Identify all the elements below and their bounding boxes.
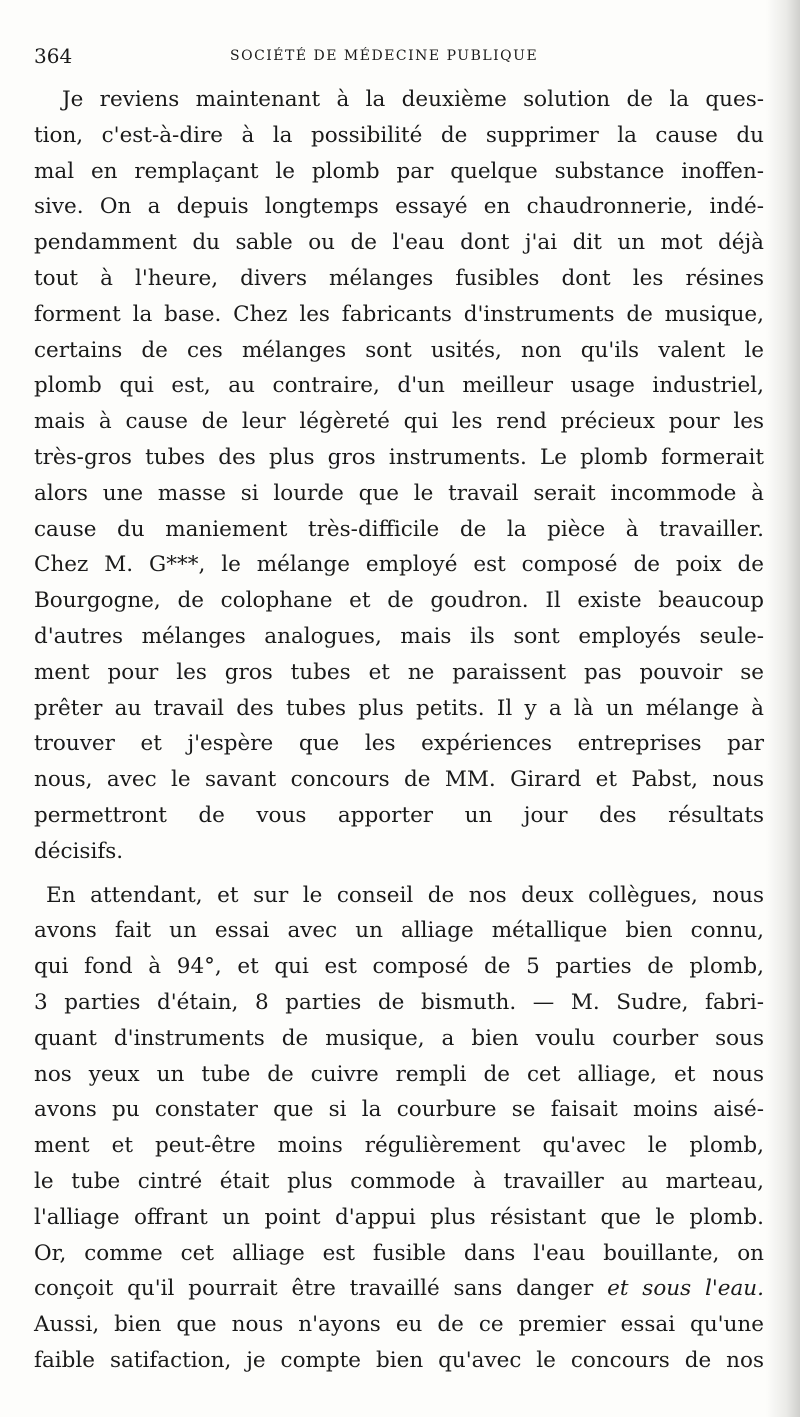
text-line: tion, c'est-à-dire à la possibilité de supprimer la cause du bbox=[34, 122, 764, 148]
text-line: trouver et j'espère que les expériences entreprises par bbox=[34, 731, 764, 757]
text-line: Je reviens maintenant à la deuxième solution de la ques- bbox=[62, 87, 764, 112]
text-line: avons pu constater que si la courbure se faisait moins aisé- bbox=[34, 1097, 764, 1123]
body-text bbox=[34, 82, 764, 1379]
text-line: nos yeux un tube de cuivre rempli de cet alliage, et nous bbox=[34, 1061, 764, 1087]
text-line: qui fond à 94°, et qui est composé de 5 parties de plomb, bbox=[34, 954, 764, 980]
text-line: Chez M. G***, le mélange employé est composé de poix de bbox=[34, 552, 764, 578]
text-line: permettront de vous apporter un jour des résultats bbox=[34, 802, 764, 828]
text-line: très-gros tubes des plus gros instruments. Le plomb formerait bbox=[34, 444, 764, 470]
text-line: faible satifaction, je compte bien qu'avec le concours de nos bbox=[34, 1347, 764, 1373]
text-line: nous, avec le savant concours de MM. Girard et Pabst, nous bbox=[34, 767, 764, 793]
text-line: En attendant, et sur le conseil de nos deux collègues, nous bbox=[46, 882, 764, 908]
text-line: Bourgogne, de colophane et de goudron. Il existe beaucoup bbox=[34, 588, 764, 614]
page-number: 364 bbox=[34, 44, 73, 68]
text-line: sive. On a depuis longtemps essayé en chaudronnerie, indé- bbox=[34, 194, 764, 220]
text-line: mal en remplaçant le plomb par quelque substance inoffen- bbox=[34, 158, 764, 184]
text-line: alors une masse si lourde que le travail serait incommode à bbox=[34, 480, 764, 506]
text-line bbox=[34, 1271, 764, 1307]
paragraph-gap bbox=[34, 870, 764, 878]
text-line: le tube cintré était plus commode à travailler au marteau, bbox=[34, 1168, 764, 1194]
text-line: ment pour les gros tubes et ne paraissent pas pouvoir se bbox=[34, 659, 764, 685]
text-line: plomb qui est, au contraire, d'un meilleur usage industriel, bbox=[34, 373, 764, 399]
text-line: ment et peut-être moins régulièrement qu'avec le plomb, bbox=[34, 1133, 764, 1159]
text-line: d'autres mélanges analogues, mais ils sont employés seule- bbox=[34, 623, 764, 649]
text-line-segment: conçoit qu'il pourrait être travaillé sans danger bbox=[34, 1276, 594, 1302]
italic-phrase: et sous l'eau. bbox=[607, 1276, 764, 1302]
text-line: cause du maniement très-difficile de la pièce à travailler. bbox=[34, 516, 764, 542]
text-line: prêter au travail des tubes plus petits. Il y a là un mélange à bbox=[34, 695, 764, 721]
text-line: avons fait un essai avec un alliage métallique bien connu, bbox=[34, 918, 764, 944]
text-line: forment la base. Chez les fabricants d'instruments de musique, bbox=[34, 301, 764, 327]
running-title: SOCIÉTÉ DE MÉDECINE PUBLIQUE bbox=[230, 48, 539, 64]
text-line: tout à l'heure, divers mélanges fusibles dont les résines bbox=[34, 265, 764, 291]
page-header bbox=[34, 40, 764, 72]
text-line: pendamment du sable ou de l'eau dont j'ai dit un mot déjà bbox=[34, 230, 764, 256]
text-line: décisifs. bbox=[34, 838, 124, 864]
page-edge-shadow bbox=[766, 0, 800, 1417]
text-line: quant d'instruments de musique, a bien voulu courber sous bbox=[34, 1025, 764, 1051]
text-line: mais à cause de leur légèreté qui les rend précieux pour les bbox=[34, 409, 764, 435]
text-line: l'alliage offrant un point d'appui plus résistant que le plomb. bbox=[34, 1204, 764, 1230]
text-line: Aussi, bien que nous n'ayons eu de ce premier essai qu'une bbox=[34, 1312, 764, 1338]
text-line: certains de ces mélanges sont usités, non qu'ils valent le bbox=[34, 337, 764, 363]
text-line: 3 parties d'étain, 8 parties de bismuth. — M. Sudre, fabri- bbox=[34, 989, 764, 1015]
text-line: Or, comme cet alliage est fusible dans l'eau bouillante, on bbox=[34, 1240, 764, 1266]
